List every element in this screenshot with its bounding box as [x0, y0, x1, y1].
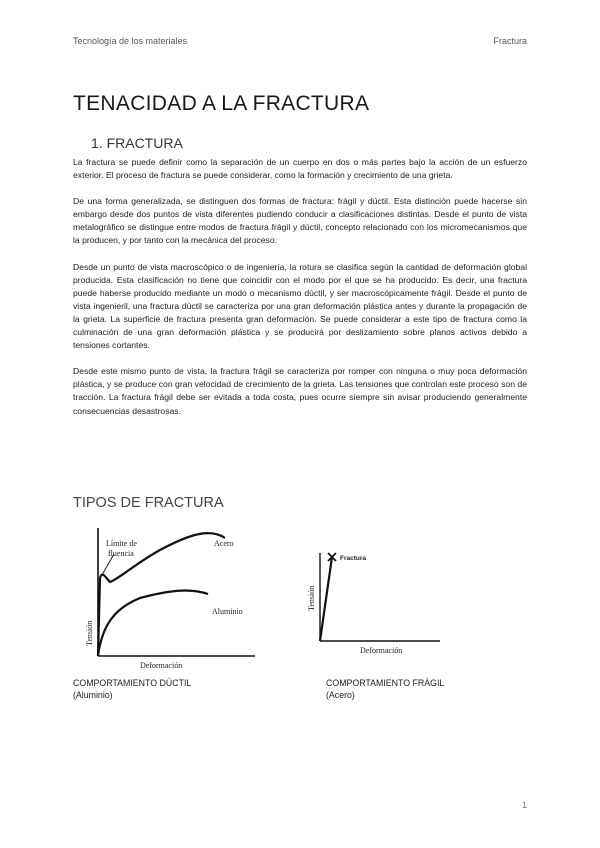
brittle-graph — [304, 545, 444, 655]
paragraph-3: Desde un punto de vista macroscópico o de ingeniería, la rotura se clasifica según la cantidad de deformación global producida. Esta clasificación no tiene que coincidir con el modo por el que se ha producido. Es decir, una fractura puede haberse producido mediante un modo o mecanismo dúctil, y ser macroscópicamente frágil. Desde el punto de vista ingenieril, una fractura dúctil se caracteriza por una gran deformación plástica antes y durante la propagación de la grieta. La superficie de fractura presenta gran deformación. Se puede considerar a este tipo de fractura como la culminación de una gran deformación plástica y se producirá por deslizamiento sobre planos activos debido a tensiones cortantes. — [73, 261, 527, 351]
fracture-label: Fractura — [340, 555, 367, 562]
steel-label: Acero — [214, 539, 234, 548]
page-number: 1 — [521, 800, 527, 810]
brittle-curve — [320, 557, 332, 641]
running-header-left: Tecnología de los materiales — [73, 36, 188, 46]
aluminum-curve — [98, 591, 208, 656]
paragraph-1: La fractura se puede definir como la separación de un cuerpo en dos o más partes bajo la acción de un esfuerzo exterior. El proceso de fractura se puede considerar, como la formación y crecimiento de una grieta. — [73, 157, 527, 181]
ductile-caption — [73, 677, 191, 701]
ductile-caption-line1: COMPORTAMIENTO DÚCTIL — [73, 678, 192, 688]
ductile-figure — [80, 520, 260, 670]
paragraph-4: Desde este mismo punto de vista, la fractura frágil se caracteriza por romper con ninguna o muy poca deformación plástica, y se produce con gran velocidad de crecimiento de la grieta. Las tensiones que controlan este proceso son de tracción. La fractura frágil debe ser evitada a toda costa, pues ocurre siempre sin avisar produciendo generalmente consecuencias desastrosas. — [73, 366, 527, 416]
brittle-caption-line1: COMPORTAMIENTO FRÁGIL — [326, 678, 445, 688]
section-heading: 1. FRACTURA — [91, 135, 183, 151]
subheading-tipos: TIPOS DE FRACTURA — [73, 495, 224, 511]
body-text — [73, 156, 527, 431]
annotation-line1: Límite de — [106, 539, 137, 548]
ductile-xlabel: Deformación — [140, 661, 183, 670]
ductile-graph — [80, 520, 260, 670]
ductile-caption-line2: (Aluminio) — [73, 690, 113, 700]
brittle-figure — [304, 545, 444, 655]
paragraph-2: De una forma generalizada, se distinguen dos formas de fractura: frágil y dúctil. Esta distinción puede hacerse sin embargo desde dos puntos de vista diferentes pudiendo conducir a clasificaciones distintas. Desde el punto de vista metalográfico se distingue entre modos de fractura frágil y dúctil, concepto relacionado con los micromecanismos que la producen, y por tanto con la mecánica del proceso. — [73, 196, 527, 246]
running-header-right: Fractura — [493, 36, 527, 46]
brittle-caption — [326, 677, 444, 701]
brittle-ylabel: Tensión — [307, 585, 316, 611]
aluminum-label: Aluminio — [212, 607, 243, 616]
brittle-xlabel: Deformación — [360, 646, 403, 655]
page-title: TENACIDAD A LA FRACTURA — [73, 92, 370, 115]
annotation-line2: fluencia — [108, 549, 134, 558]
ductile-ylabel: Tensión — [85, 620, 94, 646]
brittle-caption-line2: (Acero) — [326, 690, 355, 700]
